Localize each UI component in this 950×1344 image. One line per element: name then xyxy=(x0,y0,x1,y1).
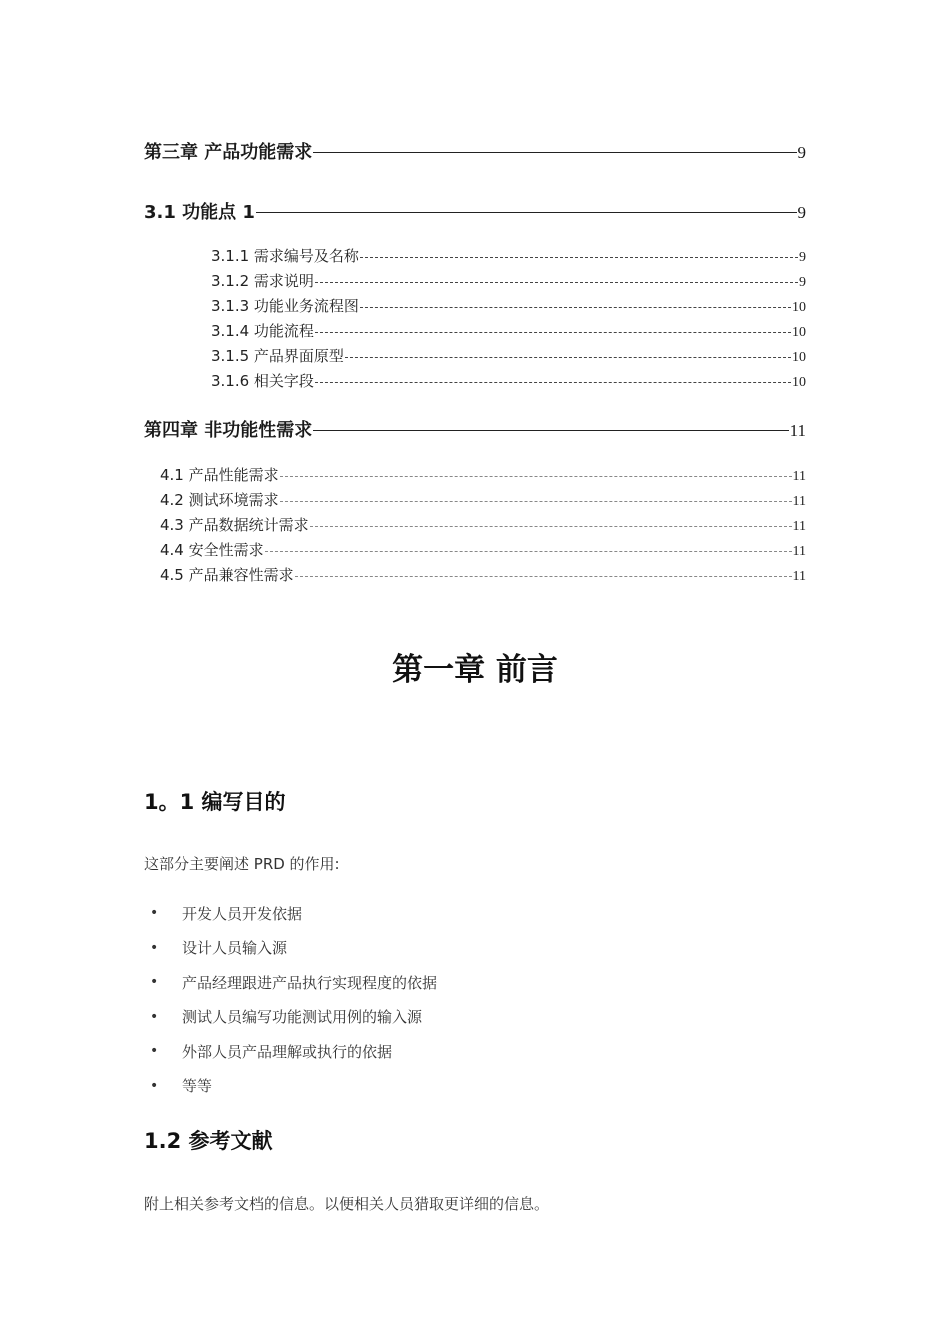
toc-label: 4.3 产品数据统计需求 xyxy=(160,516,309,534)
toc-entry-4-5[interactable] xyxy=(160,564,806,585)
bullet-icon: • xyxy=(150,939,159,956)
toc-label: 3.1.5 产品界面原型 xyxy=(211,347,344,365)
list-item xyxy=(150,1069,437,1104)
toc-entry-3-1-6[interactable] xyxy=(211,370,806,391)
toc-page-number: 11 xyxy=(792,469,806,484)
toc-entry-3-1-3[interactable] xyxy=(211,295,806,316)
list-item-text: 测试人员编写功能测试用例的输入源 xyxy=(182,1008,423,1027)
toc-leader xyxy=(315,332,791,333)
list-item xyxy=(150,931,437,966)
toc-page-number: 10 xyxy=(792,300,806,315)
toc-label: 3.1.4 功能流程 xyxy=(211,322,314,340)
toc-entry-4-3[interactable] xyxy=(160,514,806,535)
toc-page-number: 9 xyxy=(799,250,806,265)
toc-entry-4-4[interactable] xyxy=(160,539,806,560)
toc-page-number: 9 xyxy=(797,143,806,162)
reference-paragraph: 附上相关参考文档的信息。以便相关人员猎取更详细的信息。 xyxy=(144,1195,550,1213)
toc-page-number: 11 xyxy=(792,544,806,559)
toc-leader xyxy=(295,576,792,577)
toc-leader xyxy=(313,152,796,153)
toc-leader xyxy=(313,430,788,431)
toc-page-number: 11 xyxy=(792,494,806,509)
toc-leader xyxy=(345,357,791,358)
toc-entry-chapter4[interactable] xyxy=(144,416,806,442)
chapter-title: 第一章 前言 xyxy=(392,652,558,688)
toc-leader xyxy=(315,382,791,383)
toc-label: 3.1.3 功能业务流程图 xyxy=(211,297,359,315)
toc-page-number: 10 xyxy=(792,325,806,340)
toc-label: 4.5 产品兼容性需求 xyxy=(160,566,294,584)
toc-page-number: 9 xyxy=(799,275,806,290)
section-heading-1-1: 1。1 编写目的 xyxy=(144,790,286,814)
section-heading-1-2: 1.2 参考文献 xyxy=(144,1129,273,1153)
bullet-icon: • xyxy=(150,1077,159,1094)
toc-leader xyxy=(360,307,791,308)
list-item xyxy=(150,1000,437,1035)
toc-page-number: 9 xyxy=(797,203,806,222)
list-item xyxy=(150,1034,437,1069)
toc-page-number: 11 xyxy=(792,569,806,584)
list-item-text: 产品经理跟进产品执行实现程度的依据 xyxy=(182,973,438,992)
toc-page-number: 11 xyxy=(792,519,806,534)
toc-label: 第四章 非功能性需求 xyxy=(144,420,313,441)
toc-label: 4.4 安全性需求 xyxy=(160,541,264,559)
toc-leader xyxy=(360,257,798,258)
toc-label: 3.1.2 需求说明 xyxy=(211,272,314,290)
toc-entry-3-1-5[interactable] xyxy=(211,345,806,366)
toc-leader xyxy=(256,212,797,213)
toc-label: 3.1.6 相关字段 xyxy=(211,372,314,390)
list-item-text: 外部人员产品理解或执行的依据 xyxy=(182,1042,393,1061)
list-item xyxy=(150,896,437,931)
toc-entry-chapter3[interactable] xyxy=(144,138,806,164)
toc-label: 3.1 功能点 1 xyxy=(144,202,255,223)
toc-page-number: 10 xyxy=(792,350,806,365)
toc-entry-4-1[interactable] xyxy=(160,464,806,485)
toc-entry-3-1-1[interactable] xyxy=(211,245,806,266)
toc-leader xyxy=(280,476,792,477)
toc-entry-3-1[interactable] xyxy=(144,198,806,224)
toc-entry-3-1-4[interactable] xyxy=(211,320,806,341)
toc-entry-3-1-2[interactable] xyxy=(211,270,806,291)
list-item-text: 开发人员开发依据 xyxy=(182,904,303,923)
toc-label: 第三章 产品功能需求 xyxy=(144,142,313,163)
toc-leader xyxy=(315,282,798,283)
toc-label: 3.1.1 需求编号及名称 xyxy=(211,247,359,265)
toc-leader xyxy=(310,526,792,527)
toc-leader xyxy=(265,551,792,552)
toc-label: 4.2 测试环境需求 xyxy=(160,491,279,509)
bullet-icon: • xyxy=(150,974,159,991)
bullet-icon: • xyxy=(150,905,159,922)
toc-leader xyxy=(280,501,792,502)
intro-paragraph: 这部分主要阐述 PRD 的作用: xyxy=(144,855,340,873)
toc-page-number: 10 xyxy=(792,375,806,390)
bullet-icon: • xyxy=(150,1043,159,1060)
toc-label: 4.1 产品性能需求 xyxy=(160,466,279,484)
list-item-text: 设计人员输入源 xyxy=(182,939,288,958)
list-item xyxy=(150,965,437,1000)
bullet-icon: • xyxy=(150,1008,159,1025)
list-item-text: 等等 xyxy=(182,1077,213,1096)
toc-page-number: 11 xyxy=(789,421,806,440)
toc-entry-4-2[interactable] xyxy=(160,489,806,510)
purpose-bullet-list xyxy=(150,896,437,1103)
